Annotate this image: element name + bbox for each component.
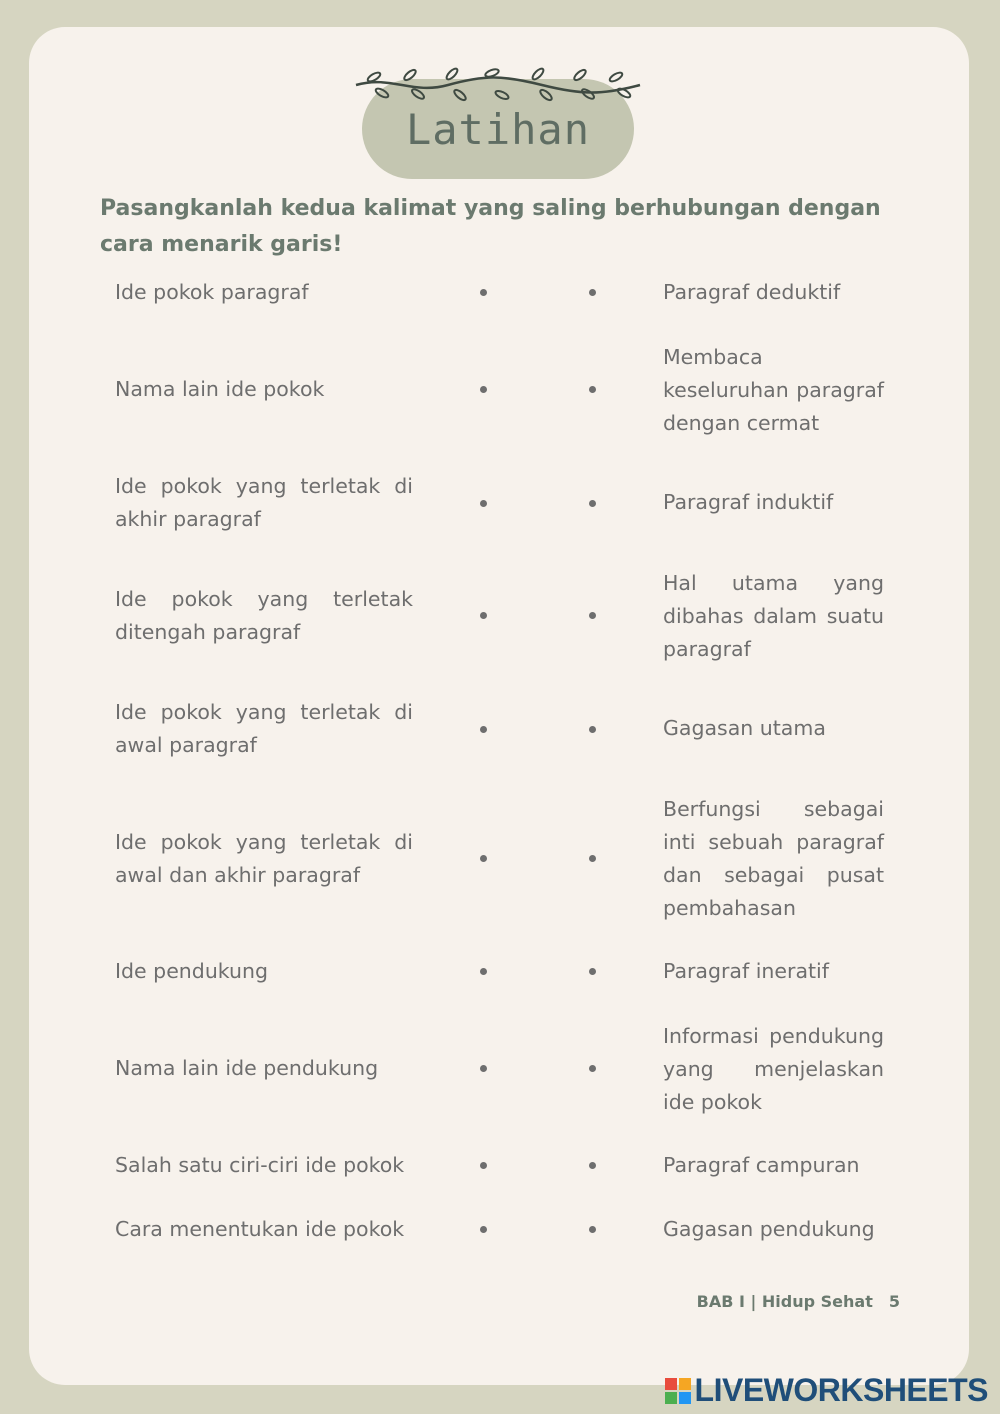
left-statement: Ide pokok yang terletak di akhir paragraf (115, 474, 413, 531)
right-statement: Gagasan utama (663, 716, 826, 740)
logo-square (665, 1378, 677, 1390)
left-connector-dot[interactable] (480, 1162, 487, 1169)
worksheet-page (29, 27, 969, 1385)
logo-square (679, 1392, 691, 1404)
logo-square (679, 1378, 691, 1390)
left-connector-dot[interactable] (480, 1226, 487, 1233)
left-statement: Salah satu ciri-ciri ide pokok (115, 1153, 405, 1177)
chapter-label: BAB I | Hidup Sehat (696, 1292, 873, 1311)
left-statement: Ide pokok yang terletak di awal dan akhir paragraf (115, 830, 413, 887)
left-connector-dot[interactable] (480, 968, 487, 975)
page-footer (697, 1292, 900, 1311)
right-connector-dot[interactable] (589, 612, 596, 619)
left-statement: Nama lain ide pokok (115, 377, 325, 401)
left-connector-dot[interactable] (480, 500, 487, 507)
left-connector-dot[interactable] (480, 612, 487, 619)
right-connector-dot[interactable] (589, 386, 596, 393)
left-statement: Ide pendukung (115, 959, 269, 983)
page-title: Latihan (405, 105, 590, 154)
right-statement: Paragraf campuran (663, 1153, 860, 1177)
right-connector-dot[interactable] (589, 968, 596, 975)
right-connector-dot[interactable] (589, 500, 596, 507)
right-statement: Berfungsi sebagai inti sebuah paragraf dan sebagai pusat pembahasan (663, 797, 884, 920)
logo-square (665, 1392, 677, 1404)
right-connector-dot[interactable] (589, 1162, 596, 1169)
left-statement: Nama lain ide pendukung (115, 1056, 379, 1080)
right-statement: Paragraf ineratif (663, 959, 829, 983)
left-statement: Ide pokok yang terletak ditengah paragraf (115, 587, 413, 644)
liveworksheets-brand[interactable] (665, 1372, 988, 1409)
left-statement: Cara menentukan ide pokok (115, 1217, 405, 1241)
right-connector-dot[interactable] (589, 726, 596, 733)
left-statement: Ide pokok yang terletak di awal paragraf (115, 700, 413, 757)
right-statement: Hal utama yang dibahas dalam suatu paragraf (663, 571, 884, 661)
right-statement: Membaca keseluruhan paragraf dengan cermat (663, 345, 884, 435)
left-statement: Ide pokok paragraf (115, 280, 309, 304)
left-connector-dot[interactable] (480, 1065, 487, 1072)
right-connector-dot[interactable] (589, 855, 596, 862)
page-number: 5 (888, 1292, 900, 1311)
liveworksheets-logo-icon (665, 1378, 691, 1404)
right-statement: Gagasan pendukung (663, 1217, 875, 1241)
left-connector-dot[interactable] (480, 386, 487, 393)
left-connector-dot[interactable] (480, 289, 487, 296)
left-connector-dot[interactable] (480, 855, 487, 862)
right-statement: Paragraf induktif (663, 490, 834, 514)
right-statement: Informasi pendukung yang menjelaskan ide pokok (663, 1024, 884, 1114)
right-statement: Paragraf deduktif (663, 280, 841, 304)
left-connector-dot[interactable] (480, 726, 487, 733)
right-connector-dot[interactable] (589, 289, 596, 296)
right-connector-dot[interactable] (589, 1226, 596, 1233)
vine-ornament-icon (352, 65, 644, 105)
instruction-text: Pasangkanlah kedua kalimat yang saling berhubungan dengan cara menarik garis! (100, 196, 881, 257)
right-connector-dot[interactable] (589, 1065, 596, 1072)
brand-name: LIVEWORKSHEETS (694, 1372, 988, 1408)
